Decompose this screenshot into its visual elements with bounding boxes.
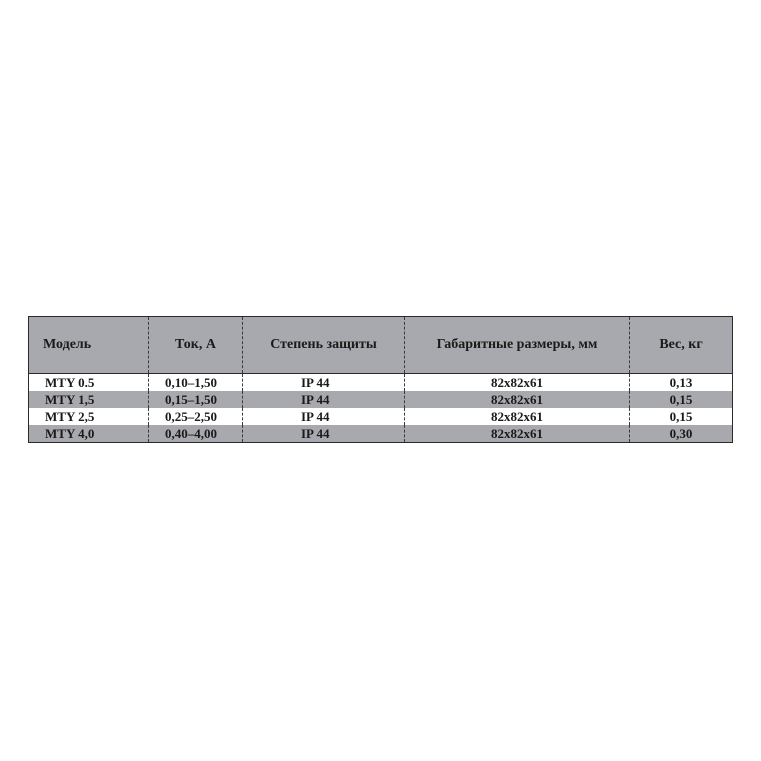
- cell-current: 0,10–1,50: [149, 374, 243, 391]
- cell-protection: IP 44: [243, 408, 405, 425]
- table-row: [29, 408, 732, 425]
- header-protection: Степень защиты: [243, 317, 405, 373]
- cell-protection: IP 44: [243, 391, 405, 408]
- table-row: [29, 391, 732, 408]
- cell-model: MTY 0.5: [29, 374, 149, 391]
- header-model: Модель: [29, 317, 149, 373]
- cell-dimensions: 82x82x61: [405, 408, 630, 425]
- cell-current: 0,25–2,50: [149, 408, 243, 425]
- cell-dimensions: 82x82x61: [405, 374, 630, 391]
- table-row: [29, 425, 732, 442]
- table-header: [29, 317, 732, 374]
- cell-model: MTY 4,0: [29, 425, 149, 442]
- header-current: Ток, А: [149, 317, 243, 373]
- cell-current: 0,40–4,00: [149, 425, 243, 442]
- cell-weight: 0,30: [669, 426, 693, 441]
- table-row: [29, 374, 732, 391]
- cell-dimensions: 82x82x61: [405, 391, 630, 408]
- cell-protection: IP 44: [243, 374, 405, 391]
- cell-weight: 0,15: [669, 409, 693, 424]
- spec-table: [28, 316, 733, 443]
- header-dimensions: Габаритные размеры, мм: [405, 317, 630, 373]
- cell-weight: 0,15: [669, 392, 693, 407]
- cell-weight: 0,13: [669, 375, 693, 390]
- header-weight: Вес, кг: [659, 337, 703, 352]
- cell-protection: IP 44: [243, 425, 405, 442]
- cell-model: MTY 1,5: [29, 391, 149, 408]
- cell-model: MTY 2,5: [29, 408, 149, 425]
- cell-dimensions: 82x82x61: [405, 425, 630, 442]
- cell-current: 0,15–1,50: [149, 391, 243, 408]
